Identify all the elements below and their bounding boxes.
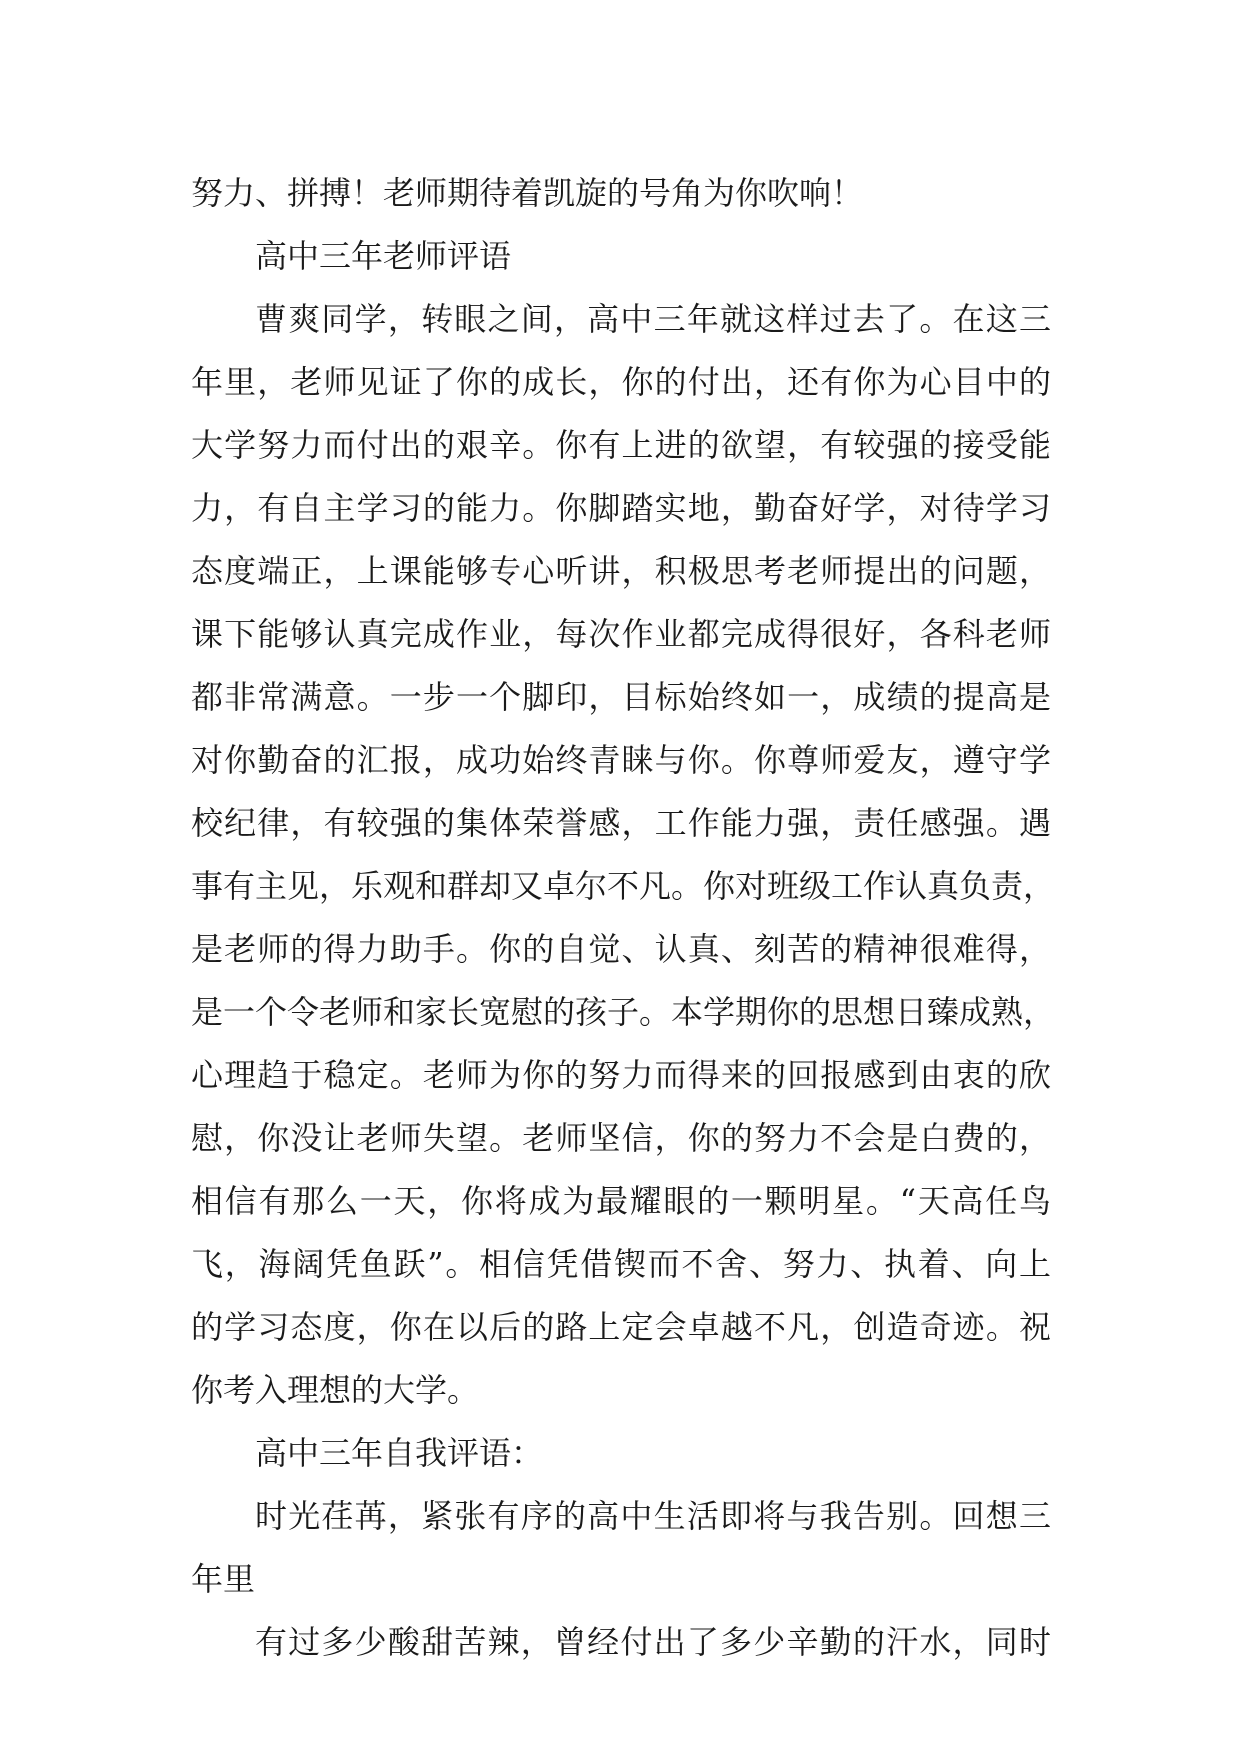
section-heading: 高中三年自我评语： (255, 1434, 544, 1472)
text-line: 有过多少酸甜苦辣，曾经付出了多少辛勤的汗水，同时 (255, 1623, 1051, 1661)
text-line: 是一个令老师和家长宽慰的孩子。本学期你的思想日臻成熟， (191, 993, 1056, 1031)
text-line: 都非常满意。一步一个脚印，目标始终如一，成绩的提高是 (191, 678, 1051, 716)
text-line: 曹爽同学，转眼之间，高中三年就这样过去了。在这三 (255, 300, 1051, 338)
text-line: 时光荏苒，紧张有序的高中生活即将与我告别。回想三 (255, 1497, 1051, 1535)
text-line: 事有主见，乐观和群却又卓尔不凡。你对班级工作认真负责， (191, 867, 1056, 905)
text-line: 飞，海阔凭鱼跃”。相信凭借锲而不舍、努力、执着、向上 (191, 1245, 1051, 1283)
text-line: 力，有自主学习的能力。你脚踏实地，勤奋好学，对待学习 (191, 489, 1051, 527)
text-line: 课下能够认真完成作业，每次作业都完成得很好，各科老师 (191, 615, 1051, 653)
text-line: 你考入理想的大学。 (191, 1371, 480, 1409)
text-line: 态度端正，上课能够专心听讲，积极思考老师提出的问题， (191, 552, 1051, 590)
text-line: 年里，老师见证了你的成长，你的付出，还有你为心目中的 (191, 363, 1051, 401)
section-heading: 高中三年老师评语 (255, 237, 512, 275)
text-line: 心理趋于稳定。老师为你的努力而得来的回报感到由衷的欣 (191, 1056, 1051, 1094)
document-body (191, 162, 1056, 1674)
text-line: 校纪律，有较强的集体荣誉感，工作能力强，责任感强。遇 (191, 804, 1051, 842)
text-line: 大学努力而付出的艰辛。你有上进的欲望，有较强的接受能 (191, 426, 1051, 464)
text-line: 相信有那么一天，你将成为最耀眼的一颗明星。“天高任鸟 (191, 1182, 1051, 1220)
text-line: 的学习态度，你在以后的路上定会卓越不凡，创造奇迹。祝 (191, 1308, 1051, 1346)
text-line: 慰，你没让老师失望。老师坚信，你的努力不会是白费的， (191, 1119, 1051, 1157)
text-line: 年里 (191, 1560, 256, 1598)
text-line: 努力、拼搏！老师期待着凯旋的号角为你吹响！ (191, 174, 864, 212)
text-line: 是老师的得力助手。你的自觉、认真、刻苦的精神很难得， (191, 930, 1051, 968)
text-line: 对你勤奋的汇报，成功始终青睐与你。你尊师爱友，遵守学 (191, 741, 1051, 779)
